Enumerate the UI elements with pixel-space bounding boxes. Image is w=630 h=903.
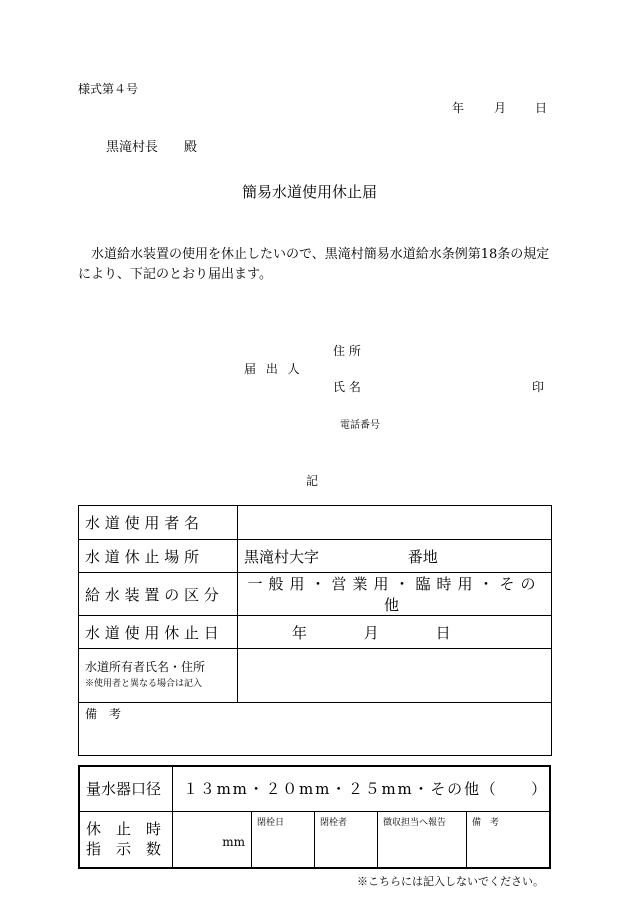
owner-label: 水道所有者氏名・住所	[85, 659, 206, 674]
main-table	[78, 505, 552, 756]
row-label-stop-date: 水道使用休止日	[79, 616, 238, 649]
addressee: 黒滝村長	[106, 140, 159, 155]
row-label-category: 給水装置の区分	[79, 573, 238, 616]
body-text: 水道給水装置の使用を休止したいので、黒滝村簡易水道給水条例第18条の規定により、下記のとおり届出ます。	[78, 247, 550, 282]
stop-date-month: 月	[363, 623, 379, 642]
table-row	[79, 573, 552, 616]
table-row	[79, 703, 552, 756]
category-options[interactable]: 一般用・営業用・臨時用・その他	[238, 573, 552, 616]
phone-label: 電話番号	[340, 420, 380, 431]
location-suffix: 番地	[407, 547, 438, 566]
stop-reading-label-2: 指 示 数	[86, 840, 162, 859]
row-label-user-name: 水道使用者名	[79, 506, 238, 540]
owner-note: ※使用者と異なる場合は記入	[85, 678, 203, 689]
table-row	[79, 506, 552, 540]
reading-unit: mm	[222, 835, 245, 849]
owner-field[interactable]	[238, 649, 552, 703]
table-row	[79, 616, 552, 649]
stop-reading-label	[79, 811, 173, 868]
stop-date-day: 日	[435, 623, 451, 642]
date-month: 月	[494, 101, 507, 115]
applicant-label: 届 出 人	[244, 362, 303, 376]
name-label: 氏 名	[333, 380, 361, 394]
closer-label: 閉栓者	[320, 817, 348, 828]
close-date-cell	[252, 811, 315, 868]
meter-remarks-cell	[467, 811, 551, 868]
closer-cell	[315, 811, 378, 868]
ki-heading: 記	[306, 474, 319, 488]
caliber-options[interactable]: １３mm・２０mm・２５mm・その他（ ）	[173, 766, 551, 811]
table-row	[79, 649, 552, 703]
table-row	[79, 766, 550, 811]
close-date-label: 閉栓日	[257, 817, 285, 828]
location-prefix: 黒滝村大字	[244, 547, 320, 566]
table-row	[79, 811, 550, 868]
meter-table	[78, 765, 551, 869]
page-title: 簡易水道使用休止届	[242, 183, 378, 201]
caliber-label: 量水器口径	[79, 766, 173, 811]
date-day: 日	[535, 101, 548, 115]
date-year: 年	[452, 101, 465, 115]
table-row	[79, 540, 552, 573]
stop-date-year: 年	[292, 623, 308, 642]
address-label: 住 所	[333, 344, 361, 358]
seal-mark: 印	[532, 380, 545, 394]
report-label: 徴収担当へ報告	[383, 817, 447, 828]
row-label-owner	[79, 649, 238, 703]
user-name-field[interactable]	[238, 506, 552, 540]
stop-reading-field[interactable]	[173, 811, 252, 868]
remarks-label: 備 考	[85, 707, 122, 721]
footer-note: ※こちらには記入しないでください。	[357, 875, 544, 888]
stop-reading-label-1: 休 止 時	[86, 820, 162, 839]
meter-remarks-label: 備 考	[472, 817, 500, 828]
row-label-location: 水道休止場所	[79, 540, 238, 573]
location-field[interactable]	[238, 540, 552, 573]
stop-date-field[interactable]	[238, 616, 552, 649]
remarks-field[interactable]	[79, 703, 552, 756]
form-number: 様式第４号	[78, 82, 139, 96]
honorific: 殿	[184, 140, 198, 155]
report-cell	[378, 811, 467, 868]
